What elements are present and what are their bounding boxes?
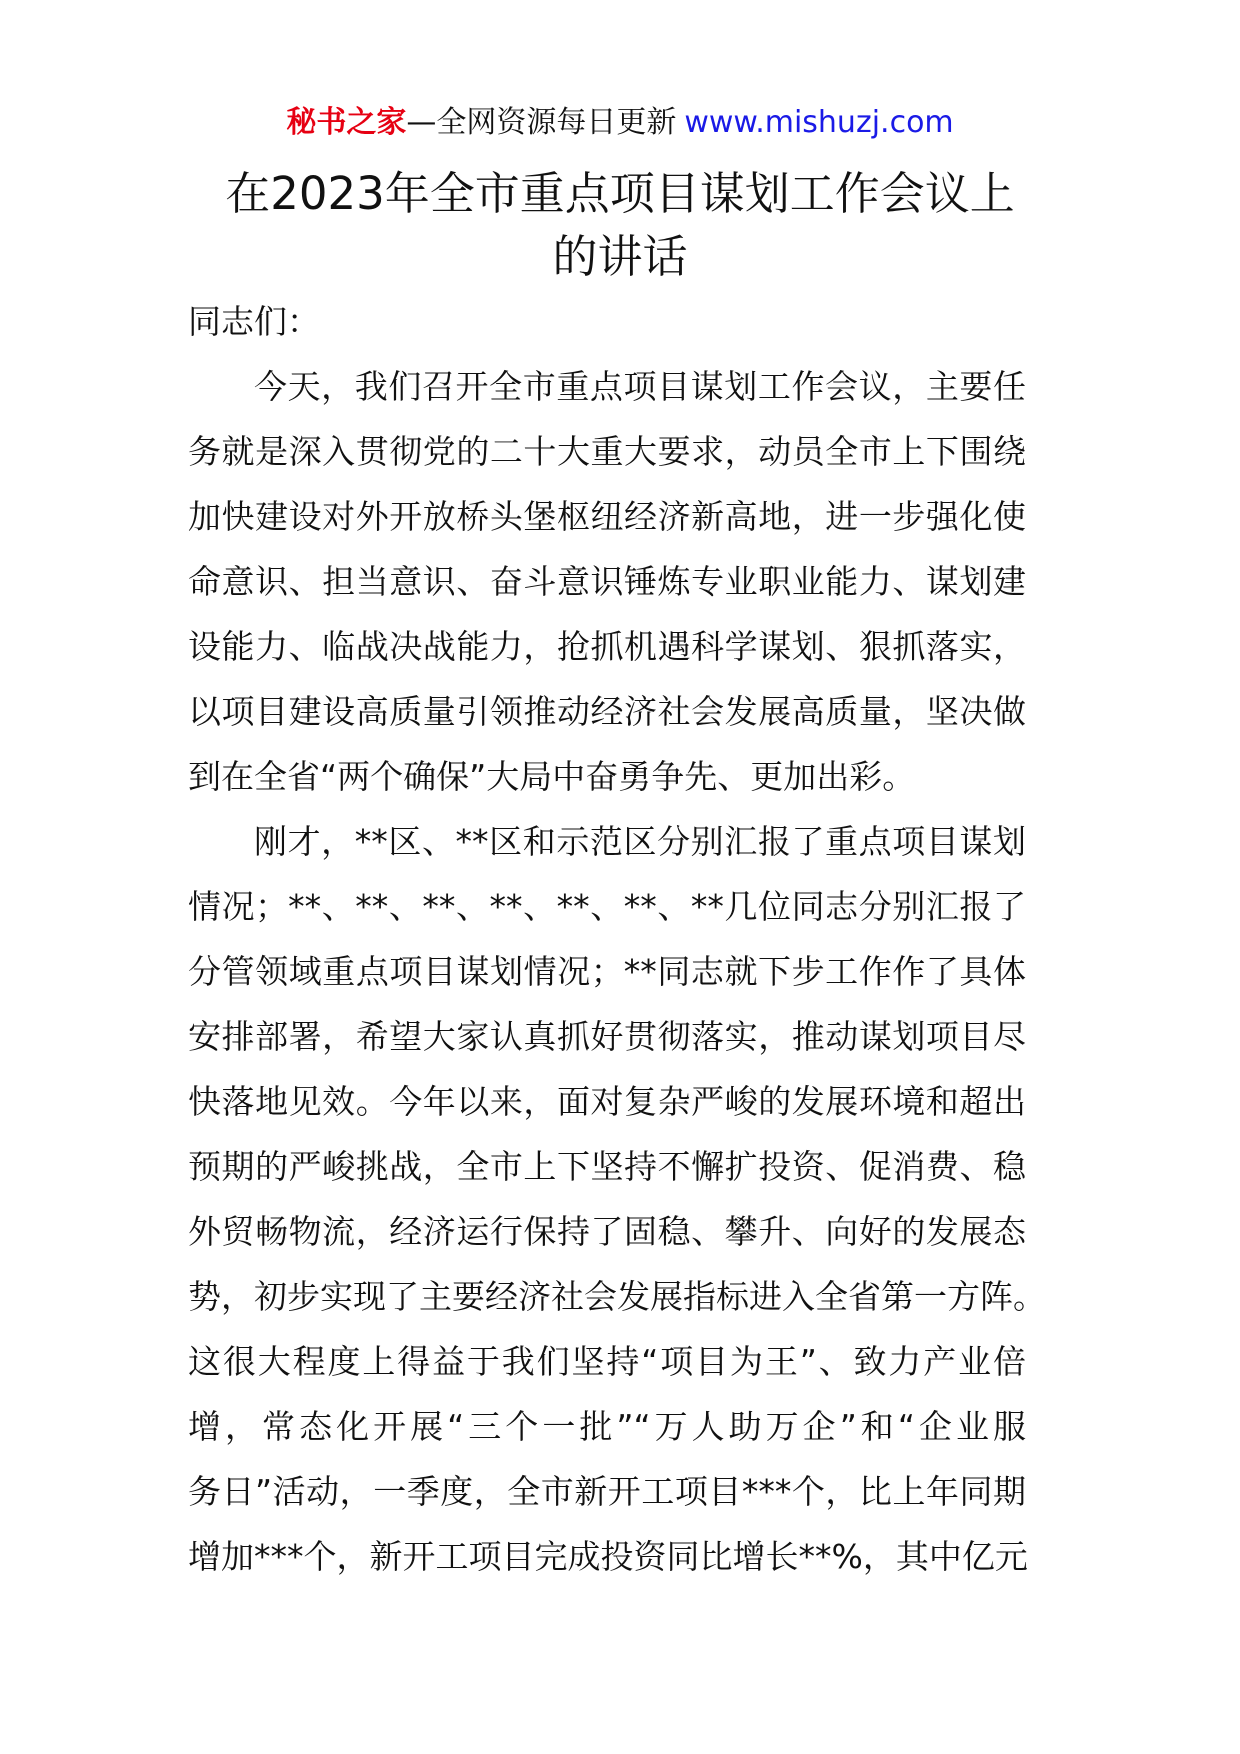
paragraph-2-line-5: 快落地见效。今年以来，面对复杂严峻的发展环境和超出	[188, 1082, 1026, 1121]
paragraph-1-line-4: 命意识、担当意识、奋斗意识锤炼专业职业能力、谋划建	[188, 562, 1026, 601]
paragraph-1	[188, 354, 1026, 809]
site-url: www.mishuzj.com	[684, 105, 954, 140]
paragraph-2-line-7: 外贸畅物流，经济运行保持了固稳、攀升、向好的发展态	[188, 1212, 1026, 1251]
paragraph-1-line-7: 到在全省“两个确保”大局中奋勇争先、更加出彩。	[188, 757, 916, 796]
brand-name: 秘书之家	[286, 105, 407, 140]
document-title	[0, 162, 1240, 288]
title-line-2: 的讲话	[552, 230, 688, 283]
paragraph-2-line-12: 增加***个，新开工项目完成投资同比增长**%，其中亿元	[188, 1537, 1028, 1576]
paragraph-2-line-3: 分管领域重点项目谋划情况；**同志就下步工作作了具体	[188, 952, 1026, 991]
site-header	[0, 103, 1240, 143]
paragraph-1-line-3: 加快建设对外开放桥头堡枢纽经济新高地，进一步强化使	[188, 497, 1026, 536]
paragraph-2-line-1: 刚才，**区、**区和示范区分别汇报了重点项目谋划	[254, 822, 1026, 861]
paragraph-1-line-6: 以项目建设高质量引领推动经济社会发展高质量，坚决做	[188, 692, 1026, 731]
paragraph-2-line-8: 势，初步实现了主要经济社会发展指标进入全省第一方阵。	[188, 1277, 1046, 1316]
paragraph-2-line-4: 安排部署，希望大家认真抓好贯彻落实，推动谋划项目尽	[188, 1017, 1026, 1056]
paragraph-2-line-9: 这很大程度上得益于我们坚持“项目为王”、致力产业倍	[188, 1342, 1026, 1381]
salutation: 同志们：	[188, 302, 320, 341]
document-body	[188, 289, 1046, 1589]
paragraph-1-line-5: 设能力、临战决战能力，抢抓机遇科学谋划、狠抓落实，	[188, 627, 1026, 666]
paragraph-1-line-1: 今天，我们召开全市重点项目谋划工作会议，主要任	[254, 367, 1026, 406]
paragraph-2-line-11: 务日”活动，一季度，全市新开工项目***个，比上年同期	[188, 1472, 1026, 1511]
paragraph-1-line-2: 务就是深入贯彻党的二十大重大要求，动员全市上下围绕	[188, 432, 1026, 471]
title-line-1: 在2023年全市重点项目谋划工作会议上	[225, 167, 1015, 220]
paragraph-2-line-10: 增，常态化开展“三个一批”“万人助万企”和“企业服	[188, 1407, 1026, 1446]
paragraph-2-line-2: 情况；**、**、**、**、**、**、**几位同志分别汇报了	[188, 887, 1026, 926]
header-tagline: —全网资源每日更新	[406, 105, 677, 140]
paragraph-2	[188, 809, 1046, 1589]
paragraph-2-line-6: 预期的严峻挑战，全市上下坚持不懈扩投资、促消费、稳	[188, 1147, 1026, 1186]
